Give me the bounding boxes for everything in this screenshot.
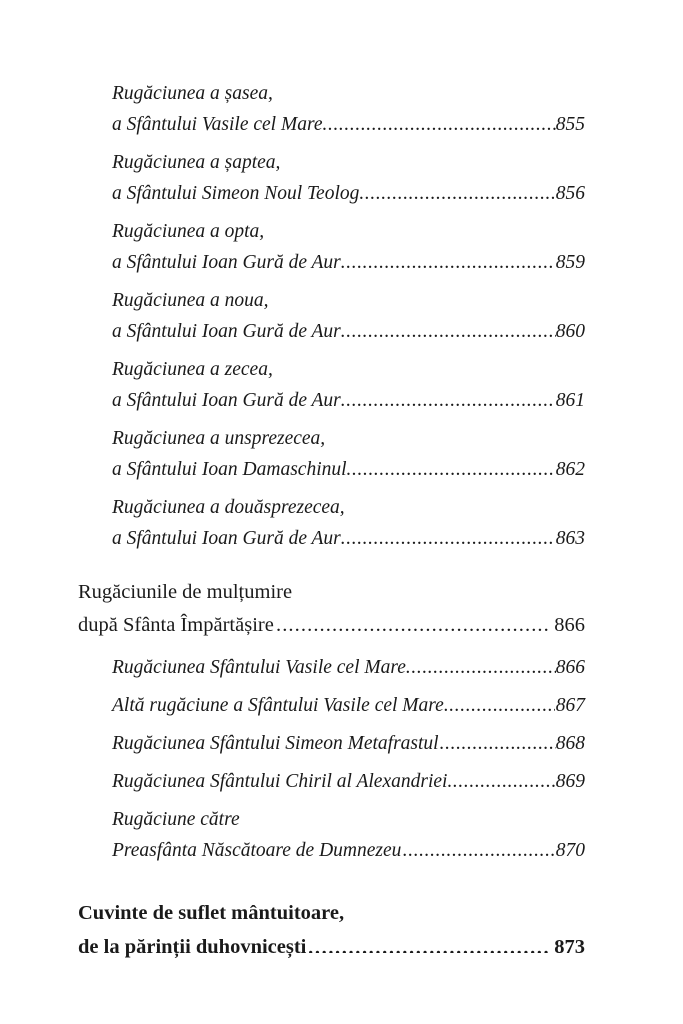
toc-entry-title: Rugăciunea Sfântului Simeon Metafrastul [112,733,439,754]
toc-entry-page-number: 861 [555,390,585,411]
toc-entry-page-number: 870 [555,840,585,861]
toc-list [78,78,585,964]
toc-entry-title-line1: Rugăciunea a opta, [112,221,265,242]
toc-entry-title-line1: Rugăciunea a zecea, [112,359,273,380]
toc-entry[interactable] [112,216,585,278]
leader-dots [359,180,554,200]
toc-entry-line2-row [112,523,585,554]
toc-bold-heading-page-number: 873 [554,936,586,958]
toc-section-title-line1: Rugăciunile de mulțumire [78,581,293,603]
leader-dots [323,111,556,131]
toc-entry-line2-row [112,109,585,140]
toc-entry-title-line2: a Sfântului Ioan Gură de Aur [112,390,341,411]
toc-entry-line2-row [112,385,585,416]
toc-entry-page-number: 855 [555,114,585,135]
toc-entry-title-line2: a Sfântului Ioan Damaschinul [112,459,347,480]
toc-entry[interactable] [112,78,585,140]
toc-entry-title-line1: Rugăciunea a douăsprezecea, [112,497,345,518]
toc-entry-title-line1: Rugăciunea a noua, [112,290,269,311]
toc-entry-page-number: 862 [555,459,585,480]
leader-dots [444,692,555,712]
toc-entry-row [112,728,585,759]
toc-entry-title: Rugăciunea Sfântului Vasile cel Mare [112,657,406,678]
leader-dots [403,837,555,857]
leader-dots [308,933,549,954]
toc-entry[interactable] [112,766,585,797]
toc-entry-title-line2: a Sfântului Simeon Noul Teolog [112,183,360,204]
toc-section-page-number: 866 [554,614,585,636]
toc-entry-page-number: 859 [555,252,585,273]
toc-entry[interactable] [112,690,585,721]
toc-entry-page-number: 867 [555,695,585,716]
toc-entry-line2-row [112,316,585,347]
leader-dots [276,611,550,632]
toc-section-title-line2: după Sfânta Împărtășire [78,614,274,636]
toc-entry[interactable] [112,354,585,416]
leader-dots [341,318,556,338]
toc-entry-line2-row [112,247,585,278]
toc-bold-heading[interactable] [78,896,585,964]
toc-entry[interactable] [112,285,585,347]
toc-entry-page-number: 868 [555,733,585,754]
toc-entry-page-number: 866 [555,657,585,678]
toc-entry-row [112,766,585,797]
toc-entry-title-line2: Preasfânta Născătoare de Dumnezeu [112,840,402,861]
leader-dots [406,654,556,674]
toc-entry-title: Rugăciunea Sfântului Chiril al Alexandriei [112,771,448,792]
toc-entry[interactable] [112,652,585,683]
toc-entry[interactable] [112,728,585,759]
toc-entry-title-line1: Rugăciunea a șaptea, [112,152,281,173]
leader-dots [440,730,556,750]
toc-entry-title-line2: a Sfântului Ioan Gură de Aur [112,252,341,273]
toc-entry-page-number: 863 [555,528,585,549]
toc-entry-title-line1: Rugăciunea a șasea, [112,83,273,104]
toc-bold-heading-line2-row [78,930,585,964]
toc-entry-title: Altă rugăciune a Sfântului Vasile cel Mare [112,695,444,716]
toc-bold-heading-line1: Cuvinte de suflet mântuitoare, [78,902,345,924]
toc-entry-title-line1: Rugăciune către [112,809,240,830]
toc-entry-title-line1: Rugăciunea a unsprezecea, [112,428,326,449]
toc-entry-title-line2: a Sfântului Ioan Gură de Aur [112,528,341,549]
toc-entry-page-number: 856 [555,183,585,204]
leader-dots [341,387,554,407]
leader-dots [347,456,554,476]
leader-dots [447,768,555,788]
toc-entry[interactable] [112,147,585,209]
toc-entry-title-line2: a Sfântului Vasile cel Mare [112,114,323,135]
toc-entry-line2-row [112,835,585,866]
leader-dots [341,525,554,545]
toc-bold-heading-line2: de la părinții duhovnicești [78,936,307,958]
toc-entry-line2-row [112,454,585,485]
toc-entry-page-number: 860 [555,321,585,342]
toc-section-heading[interactable] [78,576,585,642]
toc-entry[interactable] [112,804,585,866]
toc-entry-line2-row [112,178,585,209]
leader-dots [341,249,554,269]
toc-entry[interactable] [112,492,585,554]
toc-entry-row [112,690,585,721]
toc-entry[interactable] [112,423,585,485]
toc-entry-page-number: 869 [555,771,585,792]
toc-section-line2-row [78,609,585,642]
toc-entry-title-line2: a Sfântului Ioan Gură de Aur [112,321,341,342]
toc-entry-row [112,652,585,683]
